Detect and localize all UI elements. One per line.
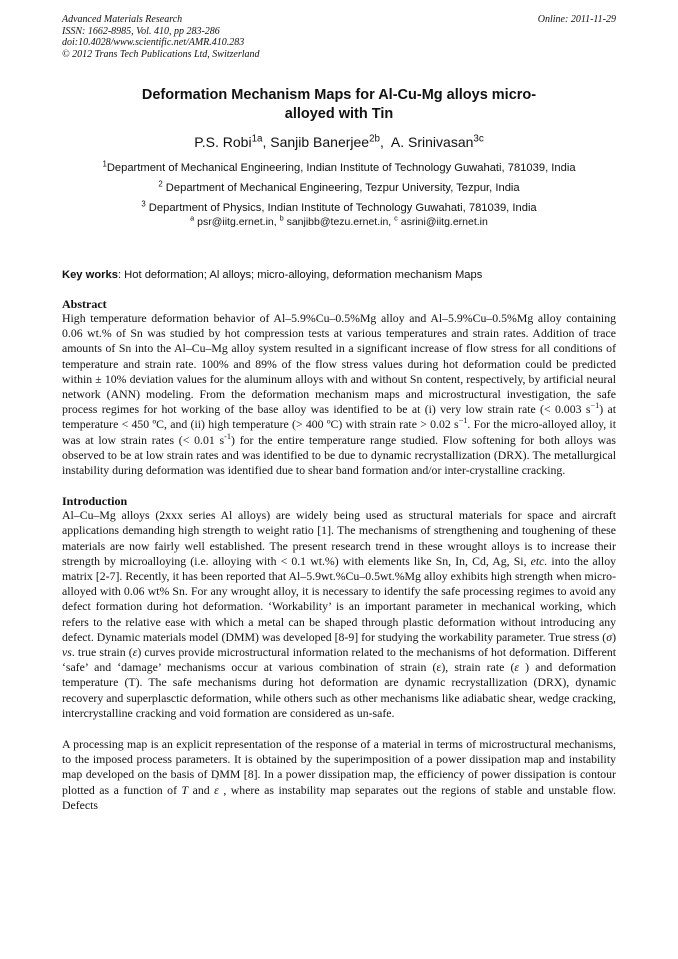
email-mark: b: [279, 213, 284, 223]
affil-text: Department of Physics, Indian Institute of Technology Guwahati, 781039, India: [145, 202, 537, 214]
affil-mark: 3: [141, 199, 146, 209]
abstract-text: High temperature deformation behavior of Al–5.9%Cu–0.5%Mg alloy and Al–5.9%Cu–0.5%Mg alloy containing 0.06 wt.% of Sn was studied by hot compression tests at various temperatures and strain rates. Addition of trace amounts of Sn into the Al–Cu–Mg alloy system resulted in a significant increase of flow stress for all conditions of temperature and strain rate. 100% and 89% of the flow stress values during hot deformation could be predicted within ± 10% deviation values for the aluminum alloys with and without Sn content, respectively, by artificial neural network (ANN) modeling. From the deformation mechanism maps and microstructural investigation, the safe process regimes for hot working of the base alloy was identified to be at (i) very low strain rate (< 0.003 $s^{-1}$) at temperature < 450 ºC, and (ii) high temperature (> 400 ºC) with strain rate > 0.02 $s^{-1}$. For the micro-alloyed alloy, it was at low strain rates (< 0.01 $s^{-1}$) for the entire temperature range studied. Flow softening for both alloys was observed to be at low strain rates and was identified to be due to dynamic recrystallization (DRX). The metallurgical instability during deformation was identified due to shear band formation and/or inter-crystalline cracking.: [62, 311, 616, 478]
processing-map-paragraph: A processing map is an explicit representation of the response of a material in terms of microstructural mechanisms, to the imposed process parameters. It is obtained by the superimposition of a power dissipation map and instability map developed on the basis of DMM [8]. In a power dissipation map, the efficiency of power dissipation is contour plotted as a function of T and ˙ ε , where as instability map separates out the regions of stable and unstable flow. Defects: [62, 737, 616, 813]
abstract-heading: Abstract: [62, 297, 107, 311]
issn: ISSN: 1662-8985, Vol. 410, pp 283-286: [62, 25, 220, 37]
keywords-label: Key works: [62, 269, 118, 281]
email-mark: c: [394, 213, 398, 223]
affiliations: [62, 160, 616, 228]
author-name: P.S. Robi: [194, 134, 252, 150]
journal-name: Advanced Materials Research: [62, 14, 183, 25]
author-list: P.S. Robi$^{1a}$, Sanjib Banerjee$^{2b}$, A. Srinivasan$^{3c}$: [194, 133, 484, 150]
email: psr@iitg.ernet.in,: [194, 216, 280, 228]
author-affil-mark: 3c: [473, 133, 484, 145]
affiliation: [62, 200, 616, 216]
copyright: © 2012 Trans Tech Publications Ltd, Switzerland: [62, 48, 260, 60]
affiliation: [62, 160, 616, 176]
affil-mark: 2: [158, 179, 163, 189]
affil-text: Department of Mechanical Engineering, Tezpur University, Tezpur, India: [162, 182, 520, 194]
journal-header: [62, 14, 616, 60]
online-date: Online: 2011-11-29: [537, 14, 616, 25]
introduction-heading: Introduction: [62, 494, 128, 509]
title-line-2: alloyed with Tin: [284, 106, 394, 122]
author-name: Sanjib Banerjee: [270, 134, 370, 150]
title-line-1: Deformation Mechanism Maps for Al-Cu-Mg alloys micro-: [141, 87, 537, 103]
email: asrini@iitg.ernet.in: [397, 216, 488, 228]
keywords: [62, 268, 616, 283]
affiliation: [62, 180, 616, 196]
keywords-text: : Hot deformation; Al alloys; micro-alloying, deformation mechanism Maps: [117, 269, 483, 281]
email: sanjibb@tezu.ernet.in,: [283, 216, 395, 228]
email-mark: a: [190, 213, 195, 223]
author-name: A. Srinivasan: [390, 134, 474, 150]
email-list: [62, 213, 616, 228]
introduction-text: Al–Cu–Mg alloys (2xxx series Al alloys) are widely being used as structural materials for space and aircraft applications demanding high strength to weight ratio [1]. The mechanisms of strengthening and toughening of these materials are now fairly well established. The present research trend in these wrought alloys is to increase their strength by microalloying (i.e. alloying with < 0.1 wt.%) with elements like Sn, In, Cd, Ag, Si, etc. into the alloy matrix [2-7]. Recently, it has been reported that Al–5.9wt.%Cu–0.5wt.%Mg alloy exhibits high strength when micro-alloyed with 0.06 wt% Sn. For any wrought alloy, it is necessary to identify the safe processing regimes to avoid any defect formation during hot deformation. ‘Workability’ is an important parameter in mechanical working, which refers to the relative ease with which a metal can be shaped through plastic deformation without introducing any defect. Dynamic materials model (DMM) was developed [8-9] for studying the workability parameter. True stress (σ) vs. true strain (ε) curves provide microstructural information related to the mechanisms of hot deformation. Different ‘safe’ and ‘damage’ mechanisms occur at various combination of strain (ε), strain rate (˙ ε ) and deformation temperature (T). The safe mechanisms during hot deformation are dynamic recrystallization (DRX), dynamic recovery and superplasctic deformation, while others such as other mechanisms like adiabatic shear, wedge cracking, intercrystalline cracking and void formation are considered as un-safe.: [62, 508, 616, 721]
doi: doi:10.4028/www.scientific.net/AMR.410.283: [62, 37, 245, 48]
author-affil-mark: 2b: [369, 133, 381, 145]
paper-title: [62, 86, 616, 124]
affil-mark: 1: [102, 159, 107, 169]
affil-text: Department of Mechanical Engineering, Indian Institute of Technology Guwahati, 781039, India: [106, 162, 576, 174]
author-affil-mark: 1a: [251, 133, 263, 145]
